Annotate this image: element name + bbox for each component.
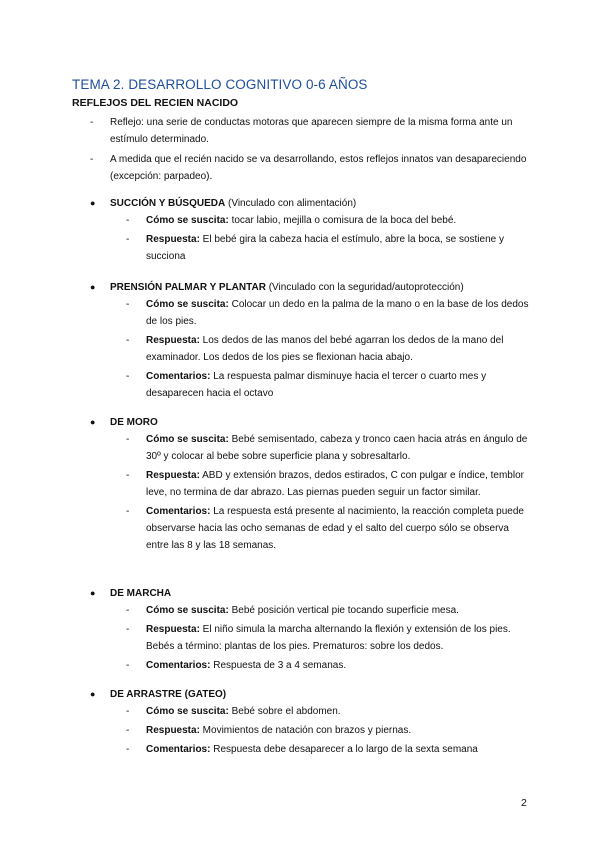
section-items — [90, 602, 540, 674]
item-label: Comentarios: — [146, 371, 211, 382]
bullet-icon: ● — [90, 588, 96, 598]
item-label: Cómo se suscita: — [146, 299, 229, 310]
reflex-section-succion — [90, 195, 540, 267]
item-text: Bebé posición vertical pie tocando superficie mesa. — [228, 605, 459, 616]
item-label: Comentarios: — [146, 744, 211, 755]
list-item: - Cómo se suscita: Colocar un dedo en la palma de la mano o en la base de los dedos de los pies. — [126, 299, 529, 327]
intro-list — [90, 114, 530, 188]
list-item: - Cómo se suscita: tocar labio, mejilla o comisura de la boca del bebé. — [126, 215, 457, 226]
section-heading — [90, 279, 540, 296]
page-number: 2 — [521, 797, 527, 809]
item-label: Respuesta: — [146, 470, 200, 481]
item-text: Respuesta de 3 a 4 semanas. — [210, 660, 347, 671]
heading-label: SUCCIÓN Y BÚSQUEDA — [110, 198, 226, 209]
item-label: Respuesta: — [146, 624, 200, 635]
item-label: Cómo se suscita: — [146, 434, 229, 445]
bullet-icon: ● — [90, 282, 96, 292]
heading-label: DE ARRASTRE (GATEO) — [110, 689, 227, 700]
section-items — [90, 703, 540, 758]
section-items — [90, 431, 540, 554]
item-text: Respuesta debe desaparecer a lo largo de la sexta semana — [210, 744, 478, 755]
section-heading — [90, 686, 540, 703]
heading-label: DE MORO — [110, 417, 158, 428]
page-title: TEMA 2. DESARROLLO COGNITIVO 0-6 AÑOS — [72, 77, 368, 92]
intro-item: - A medida que el recién nacido se va desarrollando, estos reflejos innatos van desapareciendo (excepción: parpadeo). — [90, 151, 530, 185]
item-label: Cómo se suscita: — [146, 706, 229, 717]
heading-note: (Vinculado con la seguridad/autoprotección) — [265, 282, 464, 293]
bullet-icon: ● — [90, 198, 96, 208]
reflex-section-marcha — [90, 585, 540, 676]
item-text: El bebé gira la cabeza hacia el estímulo, abre la boca, se sostiene y succiona — [146, 234, 504, 262]
list-item: - Comentarios: La respuesta está presente al nacimiento, la reacción completa puede observarse hacia las ocho semanas de edad y el salto del cuerpo sólo se observa entre las 8 y las 18 semanas. — [126, 506, 524, 551]
item-text: El niño simula la marcha alternando la flexión y extensión de los pies. Bebés a término: plantas de los pies. Prematuros: sobre los dedos. — [146, 624, 511, 652]
list-item: - Respuesta: El niño simula la marcha alternando la flexión y extensión de los pies. Bebés a término: plantas de los pies. Prematuros: sobre los dedos. — [126, 624, 511, 652]
item-label: Respuesta: — [146, 335, 200, 346]
item-text: Los dedos de las manos del bebé agarran los dedos de la mano del examinador. Los dedos de los pies se flexionan hacia abajo. — [146, 335, 504, 363]
reflex-section-arrastre — [90, 686, 540, 760]
item-text: La respuesta está presente al nacimiento, la reacción completa puede observarse hacia las ocho semanas de edad y el salto del cuerpo sólo se observa entre las 8 y las 18 semanas. — [146, 506, 524, 551]
item-text: Colocar un dedo en la palma de la mano o en la base de los dedos de los pies. — [146, 299, 529, 327]
list-item: - Cómo se suscita: Bebé semisentado, cabeza y tronco caen hacia atrás en ángulo de 30º y colocar al bebe sobre superficie plana y sobresaltarlo. — [126, 434, 528, 462]
list-item: - Respuesta: Movimientos de natación con brazos y piernas. — [126, 725, 412, 736]
heading-label: PRENSIÓN PALMAR Y PLANTAR — [110, 282, 266, 293]
section-subtitle: REFLEJOS DEL RECIEN NACIDO — [72, 97, 239, 109]
section-heading — [90, 585, 540, 602]
heading-label: DE MARCHA — [110, 588, 172, 599]
list-item: - Respuesta: Los dedos de las manos del bebé agarran los dedos de la mano del examinador. Los dedos de los pies se flexionan hacia abajo. — [126, 335, 504, 363]
section-heading — [90, 195, 540, 212]
intro-item: - Reflejo: una serie de conductas motoras que aparecen siempre de la misma forma ante un estímulo determinado. — [90, 114, 530, 148]
reflex-section-moro — [90, 414, 540, 556]
item-label: Cómo se suscita: — [146, 605, 229, 616]
list-item: - Comentarios: Respuesta de 3 a 4 semanas. — [126, 660, 347, 671]
item-text: Movimientos de natación con brazos y piernas. — [199, 725, 412, 736]
list-item: - Respuesta: ABD y extensión brazos, dedos estirados, C con pulgar e índice, temblor leve, no termina de dar abrazo. Las piernas pueden seguir un factor similar. — [126, 470, 524, 498]
item-text: ABD y extensión brazos, dedos estirados, C con pulgar e índice, temblor leve, no termina de dar abrazo. Las piernas pueden seguir un factor similar. — [146, 470, 524, 498]
heading-note: (Vinculado con alimentación) — [225, 198, 357, 209]
item-text: Bebé semisentado, cabeza y tronco caen hacia atrás en ángulo de 30º y colocar al bebe sobre superficie plana y sobresaltarlo. — [146, 434, 528, 462]
list-item: - Respuesta: El bebé gira la cabeza hacia el estímulo, abre la boca, se sostiene y succiona — [126, 234, 504, 262]
reflex-section-prension — [90, 279, 540, 404]
section-items — [90, 296, 540, 402]
list-item: - Cómo se suscita: Bebé sobre el abdomen. — [126, 706, 341, 717]
bullet-icon: ● — [90, 417, 96, 427]
item-label: Cómo se suscita: — [146, 215, 229, 226]
section-items — [90, 212, 540, 265]
item-label: Respuesta: — [146, 725, 200, 736]
list-item: - Cómo se suscita: Bebé posición vertical pie tocando superficie mesa. — [126, 605, 459, 616]
list-item: - Comentarios: Respuesta debe desaparecer a lo largo de la sexta semana — [126, 744, 478, 755]
item-text: La respuesta palmar disminuye hacia el tercer o cuarto mes y desaparecen hacia el octavo — [146, 371, 487, 399]
item-label: Comentarios: — [146, 506, 211, 517]
item-label: Respuesta: — [146, 234, 200, 245]
section-heading — [90, 414, 540, 431]
item-text: tocar labio, mejilla o comisura de la boca del bebé. — [228, 215, 457, 226]
bullet-icon: ● — [90, 689, 96, 699]
list-item: - Comentarios: La respuesta palmar disminuye hacia el tercer o cuarto mes y desaparecen hacia el octavo — [126, 371, 487, 399]
item-text: Bebé sobre el abdomen. — [228, 706, 341, 717]
item-label: Comentarios: — [146, 660, 211, 671]
